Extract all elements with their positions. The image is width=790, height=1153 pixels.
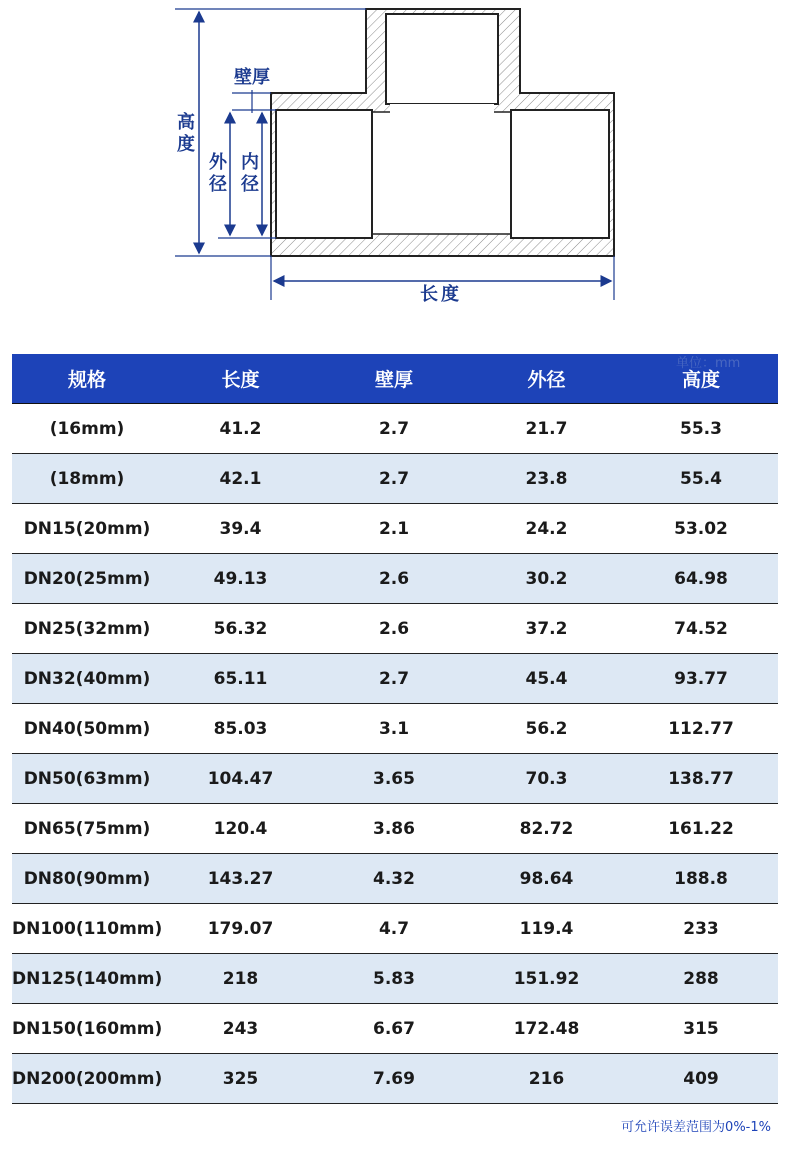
cell-height: 161.22	[624, 804, 778, 854]
cell-spec: DN40(50mm)	[12, 704, 162, 754]
cell-spec: (18mm)	[12, 454, 162, 504]
cell-outer-diameter: 98.64	[469, 854, 624, 904]
cell-outer-diameter: 23.8	[469, 454, 624, 504]
cell-outer-diameter: 172.48	[469, 1004, 624, 1054]
cell-spec: DN20(25mm)	[12, 554, 162, 604]
spec-table	[12, 354, 778, 1104]
cell-wall-thickness: 2.7	[319, 654, 469, 704]
cell-length: 42.1	[162, 454, 319, 504]
cell-wall-thickness: 4.32	[319, 854, 469, 904]
cell-wall-thickness: 3.65	[319, 754, 469, 804]
cell-outer-diameter: 37.2	[469, 604, 624, 654]
cell-height: 188.8	[624, 854, 778, 904]
table-row	[12, 1004, 778, 1054]
cell-spec: DN15(20mm)	[12, 504, 162, 554]
header-spec: 规格	[12, 354, 162, 404]
table-row	[12, 604, 778, 654]
header-length: 长度	[162, 354, 319, 404]
cell-length: 179.07	[162, 904, 319, 954]
cell-wall-thickness: 6.67	[319, 1004, 469, 1054]
left-socket	[276, 110, 372, 238]
cell-spec: DN25(32mm)	[12, 604, 162, 654]
branch-bore	[390, 104, 494, 114]
header-height: 高度	[624, 354, 778, 404]
cell-height: 315	[624, 1004, 778, 1054]
cell-height: 55.3	[624, 404, 778, 454]
cell-spec: DN50(63mm)	[12, 754, 162, 804]
cell-outer-diameter: 24.2	[469, 504, 624, 554]
cell-length: 325	[162, 1054, 319, 1104]
cell-outer-diameter: 82.72	[469, 804, 624, 854]
unit-note: 单位：mm	[676, 356, 741, 371]
cell-length: 56.32	[162, 604, 319, 654]
table-row	[12, 804, 778, 854]
header-outer-diameter: 外径	[469, 354, 624, 404]
cell-height: 55.4	[624, 454, 778, 504]
cell-wall-thickness: 2.1	[319, 504, 469, 554]
cell-height: 53.02	[624, 504, 778, 554]
table-row	[12, 504, 778, 554]
table-body	[12, 404, 778, 1104]
cell-spec: DN125(140mm)	[12, 954, 162, 1004]
cell-outer-diameter: 21.7	[469, 404, 624, 454]
table-row	[12, 704, 778, 754]
tolerance-note: 可允许误差范围为0%-1%	[621, 1120, 771, 1135]
cell-outer-diameter: 216	[469, 1054, 624, 1104]
cell-spec: DN80(90mm)	[12, 854, 162, 904]
table-row	[12, 1054, 778, 1104]
cell-length: 85.03	[162, 704, 319, 754]
tee-cross-section-drawing	[0, 0, 790, 320]
cell-height: 409	[624, 1054, 778, 1104]
cell-wall-thickness: 4.7	[319, 904, 469, 954]
cell-length: 243	[162, 1004, 319, 1054]
cell-length: 39.4	[162, 504, 319, 554]
table-row	[12, 454, 778, 504]
cell-wall-thickness: 2.6	[319, 554, 469, 604]
top-socket	[386, 14, 498, 104]
cell-height: 64.98	[624, 554, 778, 604]
cell-spec: DN150(160mm)	[12, 1004, 162, 1054]
height-label: 高度	[177, 112, 195, 155]
cell-height: 112.77	[624, 704, 778, 754]
cell-length: 41.2	[162, 404, 319, 454]
right-socket	[511, 110, 609, 238]
cell-outer-diameter: 56.2	[469, 704, 624, 754]
cell-wall-thickness: 3.86	[319, 804, 469, 854]
cell-outer-diameter: 30.2	[469, 554, 624, 604]
cell-length: 49.13	[162, 554, 319, 604]
cell-outer-diameter: 45.4	[469, 654, 624, 704]
cell-height: 93.77	[624, 654, 778, 704]
cell-spec: DN32(40mm)	[12, 654, 162, 704]
cell-wall-thickness: 2.7	[319, 454, 469, 504]
cell-length: 65.11	[162, 654, 319, 704]
outer-diameter-label: 外径	[209, 152, 227, 195]
cell-height: 138.77	[624, 754, 778, 804]
table-row	[12, 754, 778, 804]
length-label: 长度	[420, 284, 462, 305]
cell-height: 74.52	[624, 604, 778, 654]
table-row	[12, 854, 778, 904]
table-row	[12, 404, 778, 454]
cell-outer-diameter: 151.92	[469, 954, 624, 1004]
cell-wall-thickness: 3.1	[319, 704, 469, 754]
cell-wall-thickness: 2.6	[319, 604, 469, 654]
cell-wall-thickness: 2.7	[319, 404, 469, 454]
cell-spec: DN200(200mm)	[12, 1054, 162, 1104]
tee-dimension-diagram	[0, 0, 790, 320]
wall-thickness-label: 壁厚	[234, 67, 270, 88]
cell-length: 143.27	[162, 854, 319, 904]
main-bore	[371, 112, 511, 234]
cell-outer-diameter: 70.3	[469, 754, 624, 804]
table-row	[12, 654, 778, 704]
cell-height: 233	[624, 904, 778, 954]
table-row	[12, 954, 778, 1004]
table-header-row	[12, 354, 778, 404]
cell-length: 120.4	[162, 804, 319, 854]
cell-outer-diameter: 119.4	[469, 904, 624, 954]
cell-spec: DN65(75mm)	[12, 804, 162, 854]
cell-length: 104.47	[162, 754, 319, 804]
header-wall-thickness: 壁厚	[319, 354, 469, 404]
inner-diameter-label: 内径	[241, 152, 259, 195]
table-row	[12, 904, 778, 954]
cell-wall-thickness: 5.83	[319, 954, 469, 1004]
cell-spec: DN100(110mm)	[12, 904, 162, 954]
cell-height: 288	[624, 954, 778, 1004]
cell-length: 218	[162, 954, 319, 1004]
cell-spec: (16mm)	[12, 404, 162, 454]
cell-wall-thickness: 7.69	[319, 1054, 469, 1104]
table-row	[12, 554, 778, 604]
